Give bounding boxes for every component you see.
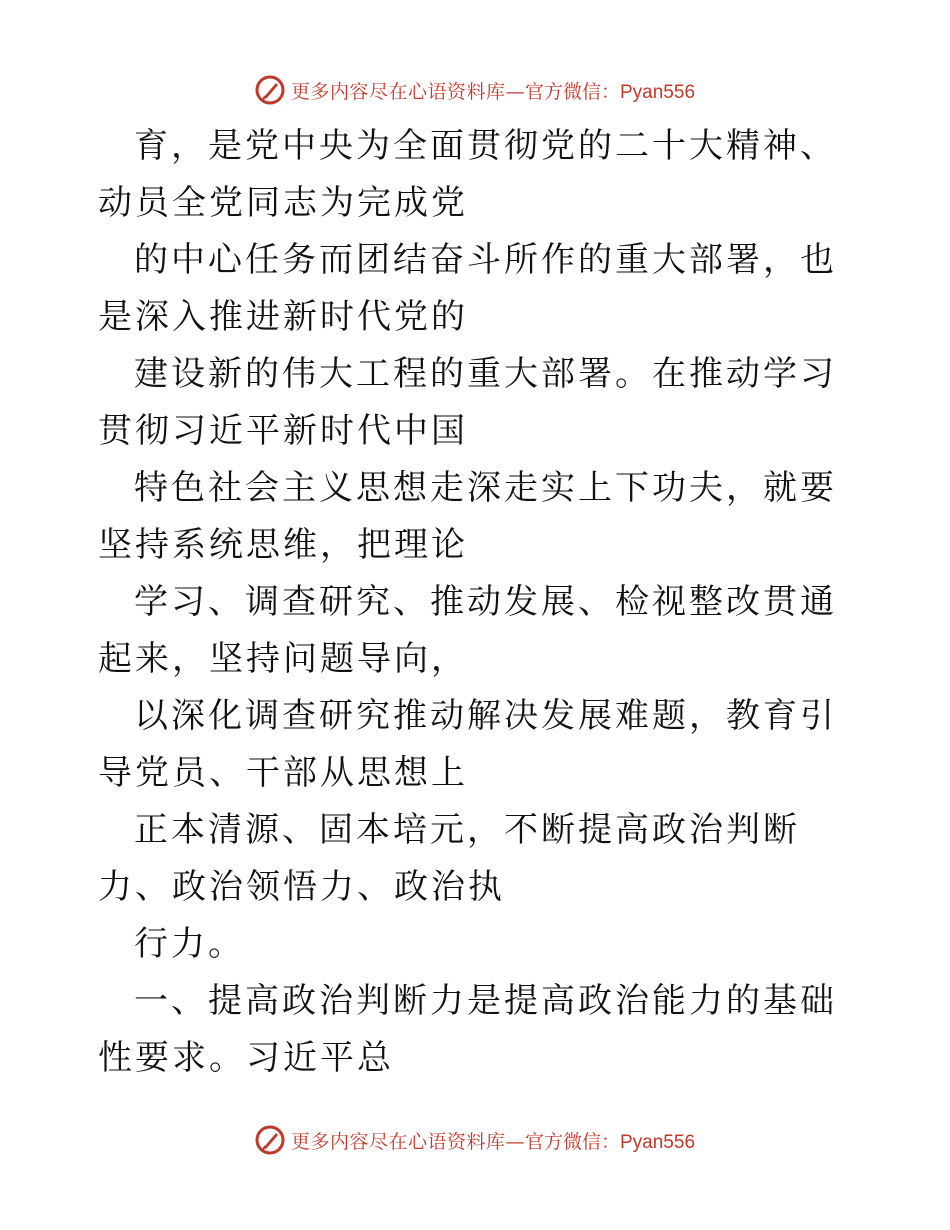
body-paragraph: 特色社会主义思想走深走实上下功夫，就要坚持系统思维，把理论 xyxy=(98,468,837,565)
quill-logo-icon xyxy=(255,75,285,105)
body-paragraph: 一、提高政治判断力是提高政治能力的基础性要求。习近平总 xyxy=(98,981,837,1078)
header-banner xyxy=(0,70,950,110)
body-paragraph: 行力。 xyxy=(134,924,245,964)
footer-banner xyxy=(0,1120,950,1160)
body-paragraph: 育，是党中央为全面贯彻党的二十大精神、动员全党同志为完成党 xyxy=(98,126,837,223)
body-paragraph: 以深化调查研究推动解决发展难题，教育引导党员、干部从思想上 xyxy=(98,696,837,793)
body-paragraph: 正本清源、固本培元，不断提高政治判断力、政治领悟力、政治执 xyxy=(98,810,800,907)
document-body xyxy=(98,118,858,1087)
footer-banner-text: 更多内容尽在心语资料库— xyxy=(290,1130,525,1153)
header-banner-text: 更多内容尽在心语资料库— xyxy=(290,80,525,103)
quill-logo-icon xyxy=(255,1125,285,1155)
body-paragraph: 的中心任务而团结奋斗所作的重大部署，也是深入推进新时代党的 xyxy=(98,240,837,337)
body-paragraph: 建设新的伟大工程的重大部署。在推动学习贯彻习近平新时代中国 xyxy=(98,354,837,451)
header-banner-wechat: 官方微信：Pyan556 xyxy=(525,81,696,103)
footer-banner-wechat: 官方微信：Pyan556 xyxy=(525,1131,696,1153)
body-paragraph: 学习、调查研究、推动发展、检视整改贯通起来，坚持问题导向， xyxy=(98,582,837,679)
